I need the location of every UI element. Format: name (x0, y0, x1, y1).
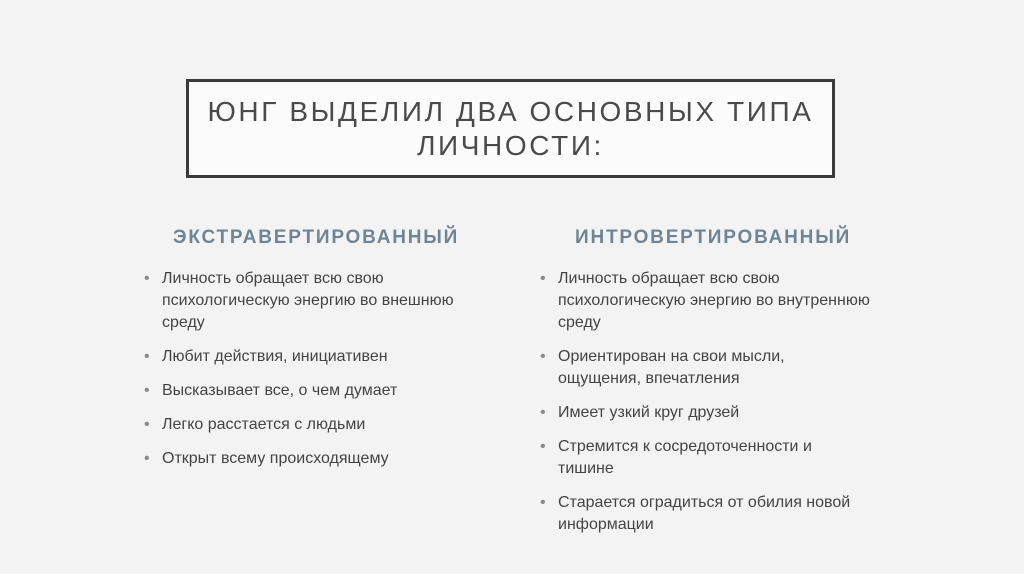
list-item (540, 492, 870, 536)
list-item (144, 448, 474, 470)
list-item-text: Старается оградиться от обилия новой информации (558, 494, 851, 533)
list-item (144, 380, 474, 402)
bullet-icon: • (144, 416, 150, 433)
list-item (540, 346, 870, 390)
extravert-list (144, 268, 474, 482)
title-box (186, 79, 835, 178)
list-item (144, 414, 474, 436)
list-item (540, 268, 870, 334)
list-item-text: Любит действия, инициативен (162, 348, 388, 365)
introvert-heading: ИНТРОВЕРТИРОВАННЫЙ (575, 227, 852, 248)
list-item-text: Имеет узкий круг друзей (558, 404, 740, 421)
bullet-icon: • (144, 348, 150, 365)
list-item-text: Личность обращает всю свою психологическую энергию во внешнюю среду (162, 270, 454, 331)
bullet-icon: • (144, 270, 150, 287)
bullet-icon: • (540, 404, 546, 421)
bullet-icon: • (144, 450, 150, 467)
list-item (144, 346, 474, 368)
list-item (540, 436, 870, 480)
bullet-icon: • (540, 438, 546, 455)
list-item (540, 402, 870, 424)
bullet-icon: • (540, 494, 546, 511)
list-item-text: Стремится к сосредоточенности и тишине (558, 438, 812, 477)
extravert-heading: ЭКСТРАВЕРТИРОВАННЫЙ (173, 227, 460, 248)
list-item-text: Ориентирован на свои мысли, ощущения, впечатления (558, 348, 785, 387)
list-item-text: Открыт всему происходящему (162, 450, 389, 467)
bullet-icon: • (540, 348, 546, 365)
bullet-icon: • (144, 382, 150, 399)
list-item-text: Легко расстается с людьми (162, 416, 366, 433)
bullet-icon: • (540, 270, 546, 287)
introvert-list (540, 268, 870, 548)
list-item-text: Высказывает все, о чем думает (162, 382, 398, 399)
slide-title: ЮНГ ВЫДЕЛИЛ ДВА ОСНОВНЫХ ТИПА ЛИЧНОСТИ: (207, 95, 814, 161)
list-item (144, 268, 474, 334)
list-item-text: Личность обращает всю свою психологическую энергию во внутреннюю среду (558, 270, 870, 331)
